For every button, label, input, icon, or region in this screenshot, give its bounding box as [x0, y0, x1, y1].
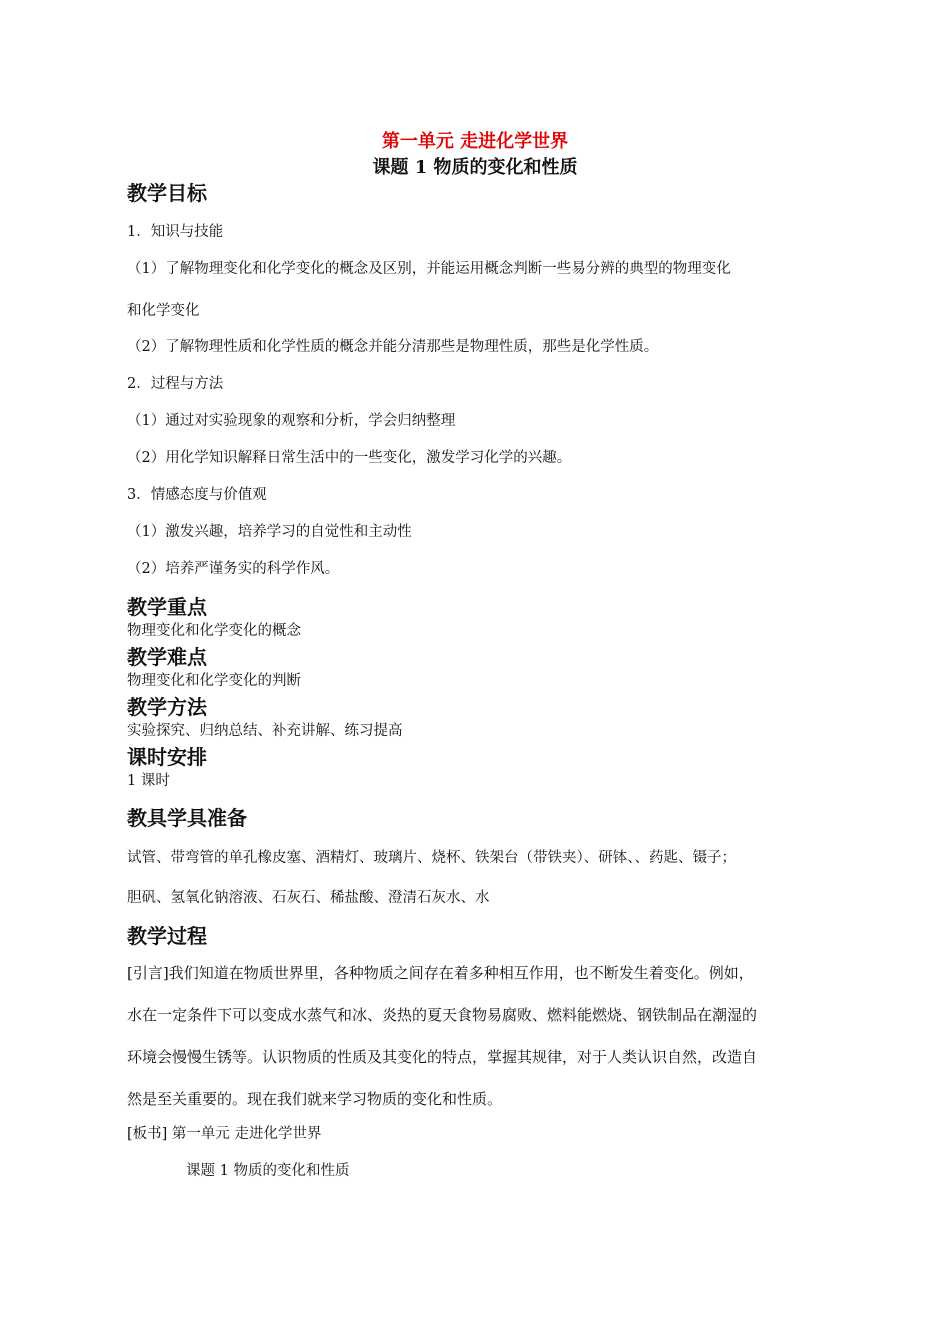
intro-paragraph-line: 然是至关重要的。现在我们就来学习物质的变化和性质。	[127, 1090, 503, 1108]
objective-item: （2）用化学知识解释日常生活中的一些变化，激发学习化学的兴趣。	[127, 450, 572, 466]
objective-item: （1）通过对实验现象的观察和分析，学会归纳整理	[127, 413, 456, 429]
board-note-subtitle: 课题 1 物质的变化和性质	[186, 1163, 350, 1179]
methods-heading: 教学方法	[127, 695, 207, 719]
objective-item: （1）激发兴趣，培养学习的自觉性和主动性	[127, 524, 412, 540]
intro-paragraph-line: 水在一定条件下可以变成水蒸气和冰、炎热的夏天食物易腐败、燃料能燃烧、钢铁制品在潮湿的	[127, 1006, 758, 1024]
schedule-heading: 课时安排	[127, 745, 207, 769]
key-points-heading: 教学重点	[127, 595, 207, 619]
materials-line: 试管、带弯管的单孔橡皮塞、酒精灯、玻璃片、烧杯、铁架台（带铁夹）、研钵、、药匙、镊子；	[127, 850, 736, 866]
board-note: [板书] 第一单元 走进化学世界	[127, 1126, 322, 1142]
materials-line: 胆矾、氢氧化钠溶液、石灰石、稀盐酸、澄清石灰水、水	[127, 890, 490, 906]
difficulties-heading: 教学难点	[127, 645, 207, 669]
unit-title: 第一单元 走进化学世界	[381, 131, 569, 152]
materials-heading: 教具学具准备	[127, 806, 247, 830]
objectives-heading: 教学目标	[127, 181, 207, 205]
objective-item: （2）培养严谨务实的科学作风。	[127, 561, 340, 577]
key-points-text: 物理变化和化学变化的概念	[127, 623, 301, 639]
objective-item-continuation: 和化学变化	[127, 303, 200, 319]
lesson-title: 课题 1 物质的变化和性质	[372, 157, 578, 178]
intro-paragraph-line: 环境会慢慢生锈等。认识物质的性质及其变化的特点，掌握其规律，对于人类认识自然，改造自	[127, 1048, 758, 1066]
difficulties-text: 物理变化和化学变化的判断	[127, 673, 301, 689]
intro-paragraph-line: [引言]我们知道在物质世界里，各种物质之间存在着多种相互作用，也不断发生着变化。例如，	[127, 964, 754, 982]
schedule-text: 1 课时	[127, 773, 170, 789]
objective-section-title: 3．情感态度与价值观	[127, 487, 267, 503]
objective-section-title: 2．过程与方法	[127, 376, 224, 392]
objective-item: （1）了解物理变化和化学变化的概念及区别，并能运用概念判断一些易分辨的典型的物理变化	[127, 261, 731, 277]
process-heading: 教学过程	[127, 924, 207, 948]
objective-section-title: 1．知识与技能	[127, 224, 224, 240]
objective-item: （2）了解物理性质和化学性质的概念并能分清那些是物理性质，那些是化学性质。	[127, 339, 659, 355]
methods-text: 实验探究、归纳总结、补充讲解、练习提高	[127, 723, 403, 739]
